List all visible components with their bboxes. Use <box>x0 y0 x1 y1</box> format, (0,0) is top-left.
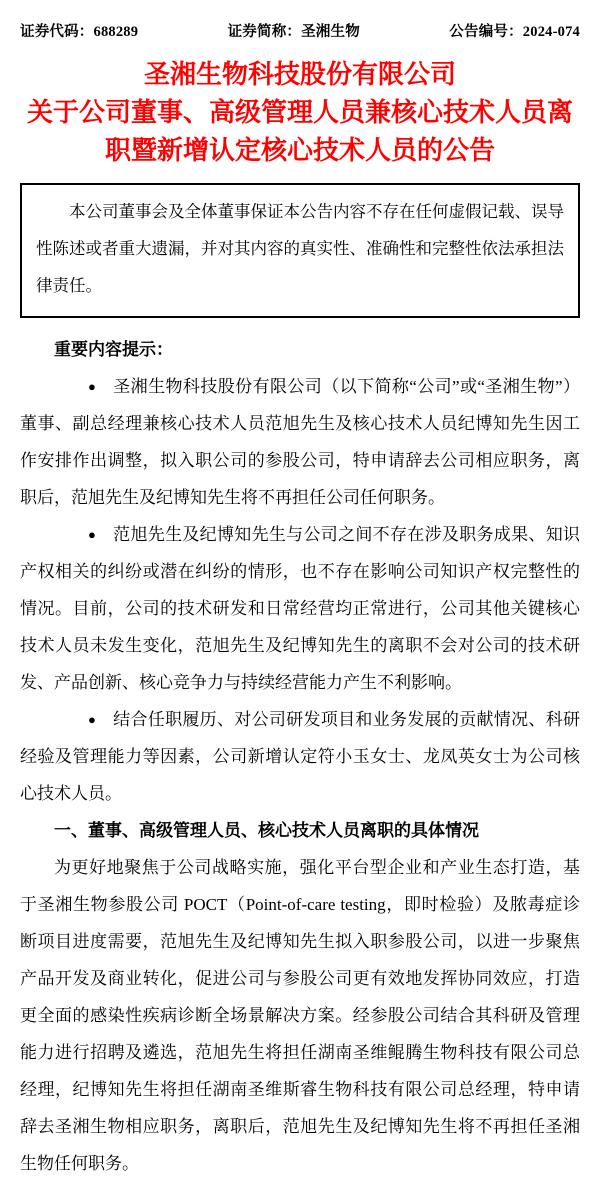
announcement-number: 公告编号：2024-074 <box>449 24 580 40</box>
title-line-1: 圣湘生物科技股份有限公司 <box>143 59 456 89</box>
announcement-title <box>20 55 580 169</box>
document-header <box>20 20 580 41</box>
board-disclaimer-box <box>20 183 580 318</box>
section-1-heading: 一、董事、高级管理人员、核心技术人员离职的具体情况 <box>54 821 479 840</box>
notice-bullet-1-text: 圣湘生物科技股份有限公司（以下简称“公司”或“圣湘生物”）董事、副总经理兼核心技术人员范旭先生及核心技术人员纪博知先生因工作安排作出调整，拟入职公司的参股公司，特申请辞去公司相应职务，离职后，范旭先生及纪博知先生将不再担任公司任何职务。 <box>20 377 580 507</box>
board-disclaimer-text: 本公司董事会及全体董事保证本公告内容不存在任何虚假记载、误导性陈述或者重大遗漏，并对其内容的真实性、准确性和完整性依法承担法律责任。 <box>36 202 564 295</box>
title-line-3: 职暨新增认定核心技术人员的公告 <box>104 135 495 165</box>
bullet-icon: ● <box>88 527 96 542</box>
stock-short-name: 证券简称：圣湘生物 <box>227 24 360 40</box>
bullet-icon: ● <box>88 379 96 394</box>
notice-bullet-3-text: 结合任职履历、对公司研发项目和业务发展的贡献情况、科研经验及管理能力等因素，公司新增认定符小玉女士、龙凤英女士为公司核心技术人员。 <box>20 710 580 803</box>
notice-bullet-1 <box>20 368 580 516</box>
document-body <box>20 331 580 1182</box>
bullet-icon: ● <box>88 712 96 727</box>
title-line-2: 关于公司董事、高级管理人员兼核心技术人员离 <box>26 97 573 127</box>
section-1-paragraph: 为更好地聚焦于公司战略实施，强化平台型企业和产业生态打造，基于圣湘生物参股公司 POCT（Point-of-care testing，即时检验）及脓毒症诊断项目进度需要，范旭先生及纪博知先生拟入职参股公司，以进一步聚焦产品开发及商业转化，促进公司与参股公司更有效地发挥协同效应，打造更全面的感染性疾病诊断全场景解决方案。经参股公司结合其科研及管理能力进行招聘及遴选，范旭先生将担任湖南圣维鲲腾生物科技有限公司总经理，纪博知先生将担任湖南圣维斯睿生物科技有限公司总经理，特申请辞去圣湘生物相应职务，离职后，范旭先生及纪博知先生将不再担任圣湘生物任何职务。 <box>20 858 580 1173</box>
notice-bullet-2 <box>20 516 580 701</box>
notice-bullet-2-text: 范旭先生及纪博知先生与公司之间不存在涉及职务成果、知识产权相关的纠纷或潜在纠纷的情形，也不存在影响公司知识产权完整性的情况。目前，公司的技术研发和日常经营均正常进行，公司其他关键核心技术人员未发生变化，范旭先生及纪博知先生的离职不会对公司的技术研发、产品创新、核心竞争力与持续经营能力产生不利影响。 <box>20 525 580 692</box>
notice-bullet-3 <box>20 701 580 812</box>
stock-code: 证券代码：688289 <box>20 24 139 40</box>
important-notice-heading: 重要内容提示： <box>54 340 173 359</box>
